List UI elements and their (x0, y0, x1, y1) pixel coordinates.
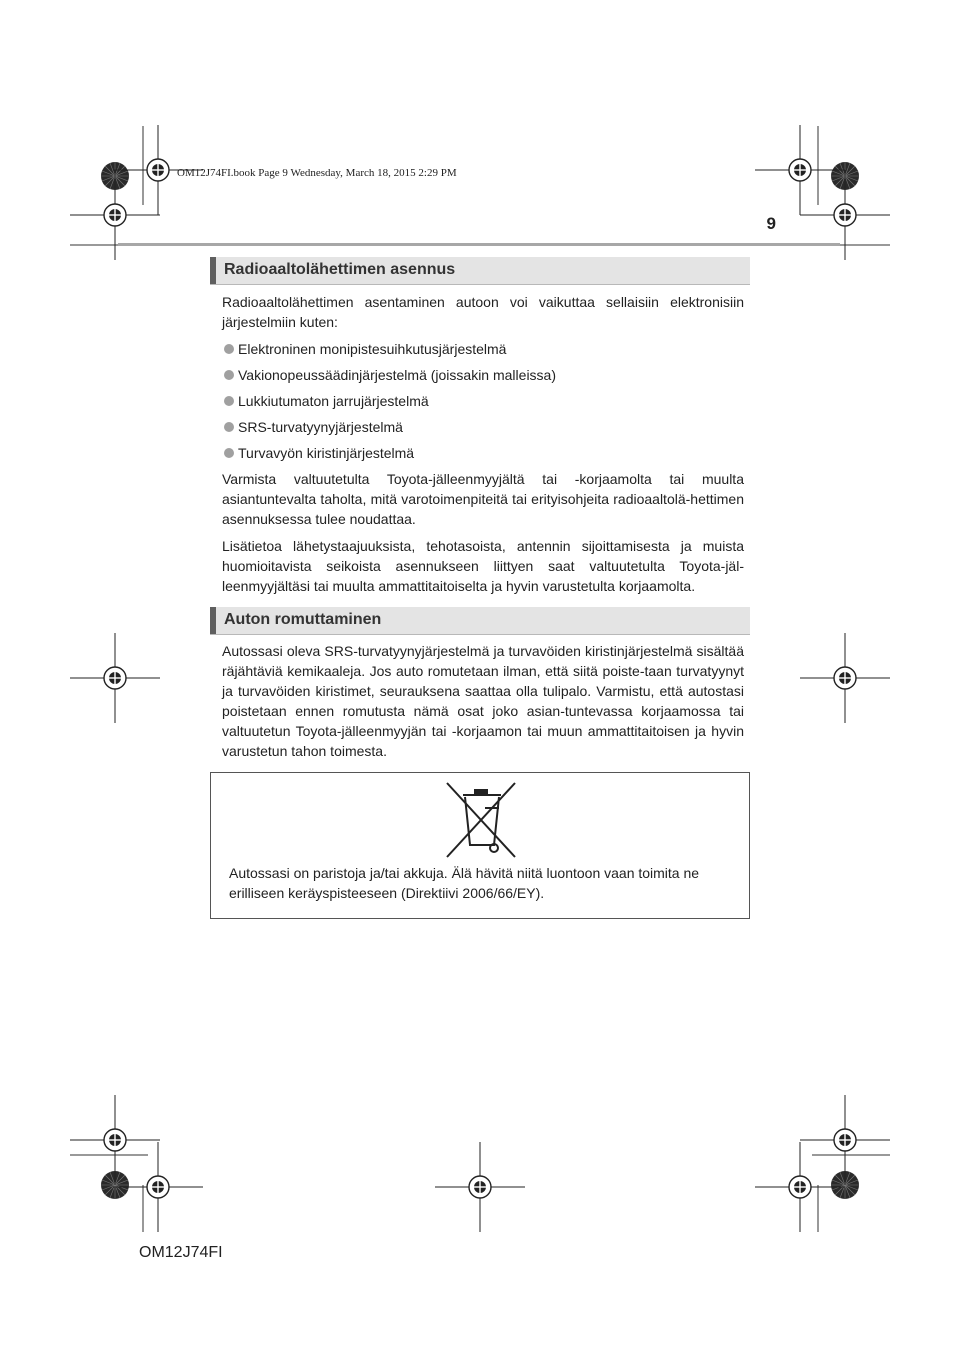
list-item-text: SRS-turvatyynyjärjestelmä (238, 419, 403, 435)
notice-text: Autossasi on paristoja ja/tai akkuja. Älä hävitä niitä luontoon vaan toimita ne erilliseen keräyspisteeseen (Direktiivi 2006/66/EY). (229, 865, 700, 901)
list-item (222, 443, 744, 463)
list-item (222, 339, 744, 359)
bullet-icon (224, 422, 234, 432)
list-item-text: Elektroninen monipistesuihkutusjärjestelmä (238, 341, 507, 357)
crossed-out-wheelie-bin-icon (439, 781, 523, 861)
list-item-text: Turvavyön kiristinjärjestelmä (238, 445, 415, 461)
list-item-text: Vakionopeussäädinjärjestelmä (joissakin malleissa) (238, 367, 557, 383)
section-heading-bar (210, 257, 216, 284)
list-item (222, 365, 744, 385)
body-paragraph: Varmista valtuutetulta Toyota-jälleenmyyjältä tai -korjaamolta tai muulta asiantuntevalta taholta, mitä varotoimenpiteitä tai erityisohjeita radioaaltolä-hettimen asennuksessa tulee noudattaa. (222, 471, 744, 527)
section-heading-radio-transmitter (210, 257, 750, 285)
body-paragraph: Autossasi oleva SRS-turvatyynyjärjestelmä ja turvavöiden kiristinjärjestelmä sisältää räjähtäviä kemikaaleja. Jos auto romutetaan ilman, että siitä poiste-taan turvatyynyt ja turvavöiden kiristimet, seurauksena saattaa olla tulipalo. Varmistu, että autostasi poistetaan ennen romutusta nämä osat joko asian-tuntevassa korjaamossa tai valtuutetun Toyota-jälleenmyyjän tai -korjaamon tai muun ammattitaitoisen ja hyvin varustetun tahon toimesta. (222, 643, 744, 759)
header-rule (118, 243, 840, 246)
section-body-radio-transmitter (222, 292, 744, 603)
list-item-text: Lukkiutumaton jarrujärjestelmä (238, 393, 429, 409)
bullet-icon (224, 396, 234, 406)
intro-paragraph: Radioaaltolähettimen asentaminen autoon voi vaikuttaa sellaisiin elektronisiin järjestelmiin kuten: (222, 294, 744, 330)
list-item (222, 417, 744, 437)
page-number: 9 (766, 214, 776, 233)
book-info-slug: OM12J74FI.book Page 9 Wednesday, March 18, 2015 2:29 PM (177, 167, 457, 179)
section-heading-vehicle-scrapping (210, 607, 750, 635)
section-title: Auton romuttaminen (224, 611, 382, 628)
bullet-icon (224, 448, 234, 458)
document-code: OM12J74FI (139, 1244, 223, 1261)
bullet-icon (224, 344, 234, 354)
battery-disposal-notice (210, 772, 750, 919)
section-heading-bar (210, 607, 216, 634)
section-title: Radioaaltolähettimen asennus (224, 261, 456, 278)
list-item (222, 391, 744, 411)
section-body-vehicle-scrapping (222, 641, 744, 768)
body-paragraph: Lisätietoa lähetystaajuuksista, tehotasoista, antennin sijoittamisesta ja muista huomioitavista seikoista asennukseen liittyen saat valtuutetulta Toyota-jäl-leenmyyjältäsi tai muulta ammattitaitoiselta ja hyvin varustetulta korjaamolta. (222, 538, 744, 594)
bullet-icon (224, 370, 234, 380)
affected-systems-list (222, 339, 744, 463)
